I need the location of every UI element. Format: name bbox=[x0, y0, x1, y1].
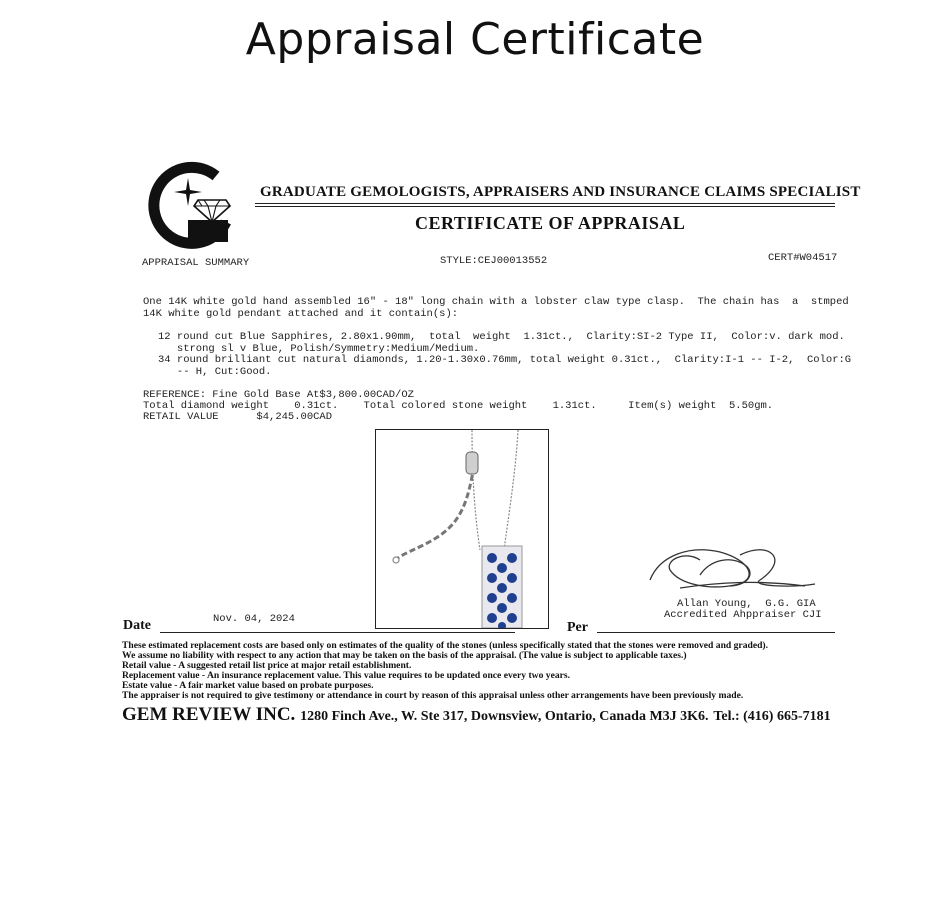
footnote-estate: Estate value - A fair market value based on probate purposes. bbox=[122, 680, 374, 691]
footer-company-line bbox=[122, 704, 831, 726]
footer-company: GEM REVIEW INC. bbox=[122, 704, 296, 725]
reference-line: REFERENCE: Fine Gold Base At$3,800.00CAD/OZ bbox=[143, 389, 414, 401]
footnote-court: The appraiser is not required to give testimony or attendance in court by reason of this appraisal unless other arrangements have been previously made. bbox=[122, 690, 744, 701]
certificate-title: CERTIFICATE OF APPRAISAL bbox=[415, 213, 686, 233]
appraisal-summary-label: APPRAISAL SUMMARY bbox=[142, 257, 250, 269]
footnote-retail: Retail value - A suggested retail list price at major retail establishment. bbox=[122, 660, 412, 671]
header-rule-bottom bbox=[255, 206, 835, 207]
per-label: Per bbox=[567, 620, 588, 635]
diamond-line-1: 34 round brilliant cut natural diamonds, 1.20-1.30x0.76mm, total weight 0.31ct., Clarity:I-1 -- I-2, Color:G bbox=[158, 354, 852, 366]
sapphire-line-2: strong sl v Blue, Polish/Symmetry:Medium/Medium. bbox=[158, 343, 480, 355]
per-underline bbox=[597, 632, 835, 633]
date-value: Nov. 04, 2024 bbox=[213, 613, 295, 625]
pendant-photo bbox=[375, 429, 549, 629]
description-line-2: 14K white gold pendant attached and it contain(s): bbox=[143, 308, 459, 320]
page-title: Appraisal Certificate bbox=[245, 14, 705, 65]
header-rule-top bbox=[255, 203, 835, 204]
retail-value-line: RETAIL VALUE $4,245.00CAD bbox=[143, 411, 333, 423]
appraiser-name: Allan Young, G.G. GIA bbox=[677, 598, 816, 610]
sapphire-line-1: 12 round cut Blue Sapphires, 2.80x1.90mm, total weight 1.31ct., Clarity:SI-2 Type II, Color:v. dark mod. bbox=[158, 331, 845, 343]
footnote-liability: We assume no liability with respect to any action that may be taken on the basis of the appraisal. (The value is subject to applicable taxes.) bbox=[122, 650, 687, 661]
date-underline bbox=[160, 632, 515, 633]
footnote-estimates: These estimated replacement costs are based only on estimates of the quality of the stones (unless specifically stated that the stones were removed and graded). bbox=[122, 640, 769, 651]
organization-name: GRADUATE GEMOLOGISTS, APPRAISERS AND INSURANCE CLAIMS SPECIALIST bbox=[260, 184, 861, 200]
signature-scribble bbox=[640, 540, 830, 600]
weights-line: Total diamond weight 0.31ct. Total colored stone weight 1.31ct. Item(s) weight 5.50gm. bbox=[143, 400, 774, 412]
diamond-line-2: -- H, Cut:Good. bbox=[158, 366, 272, 378]
footnote-replacement: Replacement value - An insurance replacement value. This value requires to be updated once every two years. bbox=[122, 670, 571, 681]
footer-address: 1280 Finch Ave., W. Ste 317, Downsview, Ontario, Canada M3J 3K6. bbox=[300, 709, 709, 724]
date-label: Date bbox=[123, 618, 151, 633]
certificate-number: CERT#W04517 bbox=[768, 252, 838, 264]
diamond-logo-icon bbox=[148, 160, 238, 250]
style-number: STYLE:CEJ00013552 bbox=[440, 255, 548, 267]
appraiser-title: Accredited Ahppraiser CJI bbox=[664, 609, 822, 621]
description-line-1: One 14K white gold hand assembled 16" - 18" long chain with a lobster claw type clasp. The chain has a stmped bbox=[143, 296, 849, 308]
footer-phone: Tel.: (416) 665-7181 bbox=[713, 709, 831, 724]
